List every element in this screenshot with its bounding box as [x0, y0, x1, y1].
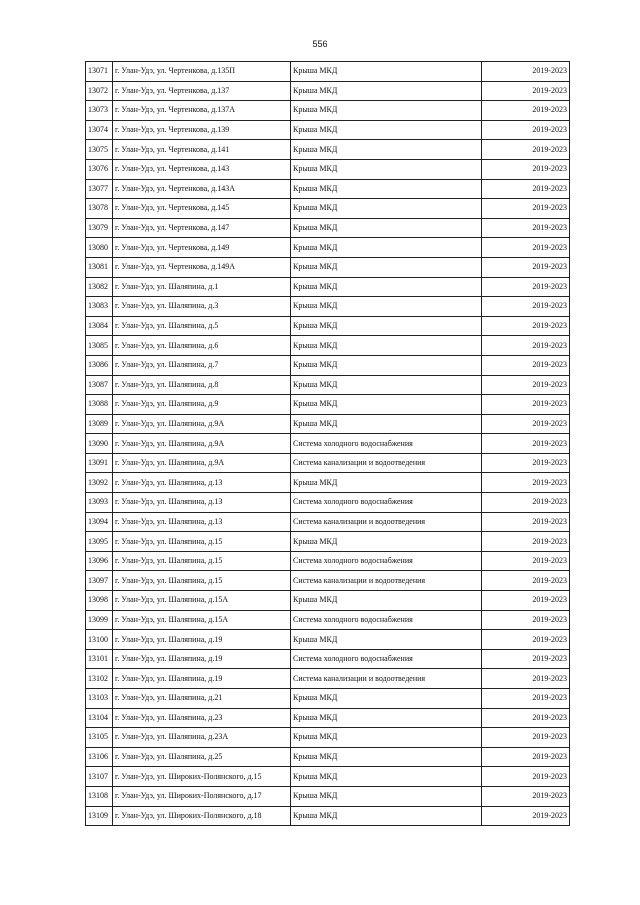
row-number-cell: 13097 — [86, 571, 113, 591]
address-cell: г. Улан-Удэ, ул. Шаляпина, д.19 — [113, 669, 291, 689]
address-cell: г. Улан-Удэ, ул. Шаляпина, д.9А — [113, 414, 291, 434]
address-cell: г. Улан-Удэ, ул. Широких-Полянского, д.17 — [113, 786, 291, 806]
row-number-cell: 13098 — [86, 591, 113, 611]
work-type-cell: Система холодного водоснабжения — [291, 649, 482, 669]
period-cell: 2019-2023 — [482, 62, 570, 82]
work-type-cell: Крыша МКД — [291, 630, 482, 650]
address-cell: г. Улан-Удэ, ул. Шаляпина, д.13 — [113, 473, 291, 493]
address-cell: г. Улан-Удэ, ул. Чертенкова, д.149 — [113, 238, 291, 258]
row-number-cell: 13087 — [86, 375, 113, 395]
table-row — [86, 277, 570, 297]
row-number-cell: 13093 — [86, 493, 113, 513]
period-cell: 2019-2023 — [482, 199, 570, 219]
table-row — [86, 218, 570, 238]
work-type-cell: Крыша МКД — [291, 218, 482, 238]
period-cell: 2019-2023 — [482, 414, 570, 434]
work-type-cell: Крыша МКД — [291, 395, 482, 415]
address-cell: г. Улан-Удэ, ул. Шаляпина, д.23 — [113, 708, 291, 728]
table-row — [86, 689, 570, 709]
page-number: 556 — [312, 39, 328, 49]
table-row — [86, 316, 570, 336]
table-row — [86, 473, 570, 493]
work-type-cell: Крыша МКД — [291, 414, 482, 434]
work-type-cell: Крыша МКД — [291, 767, 482, 787]
period-cell: 2019-2023 — [482, 434, 570, 454]
work-type-cell: Крыша МКД — [291, 689, 482, 709]
row-number-cell: 13075 — [86, 140, 113, 160]
work-type-cell: Крыша МКД — [291, 336, 482, 356]
table-row — [86, 493, 570, 513]
table-row — [86, 238, 570, 258]
work-type-cell: Система холодного водоснабжения — [291, 493, 482, 513]
work-type-cell: Крыша МКД — [291, 532, 482, 552]
table-row — [86, 257, 570, 277]
table-row — [86, 649, 570, 669]
table-row — [86, 375, 570, 395]
period-cell: 2019-2023 — [482, 512, 570, 532]
row-number-cell: 13074 — [86, 120, 113, 140]
row-number-cell: 13080 — [86, 238, 113, 258]
address-cell: г. Улан-Удэ, ул. Чертенкова, д.137 — [113, 81, 291, 101]
address-cell: г. Улан-Удэ, ул. Шаляпина, д.15А — [113, 610, 291, 630]
address-cell: г. Улан-Удэ, ул. Чертенкова, д.135П — [113, 62, 291, 82]
row-number-cell: 13095 — [86, 532, 113, 552]
work-type-cell: Крыша МКД — [291, 473, 482, 493]
work-type-cell: Система канализации и водоотведения — [291, 571, 482, 591]
period-cell: 2019-2023 — [482, 591, 570, 611]
period-cell: 2019-2023 — [482, 179, 570, 199]
row-number-cell: 13107 — [86, 767, 113, 787]
period-cell: 2019-2023 — [482, 551, 570, 571]
period-cell: 2019-2023 — [482, 81, 570, 101]
row-number-cell: 13103 — [86, 689, 113, 709]
work-type-cell: Крыша МКД — [291, 277, 482, 297]
row-number-cell: 13094 — [86, 512, 113, 532]
period-cell: 2019-2023 — [482, 630, 570, 650]
work-type-cell: Крыша МКД — [291, 159, 482, 179]
address-cell: г. Улан-Удэ, ул. Шаляпина, д.19 — [113, 649, 291, 669]
work-type-cell: Крыша МКД — [291, 179, 482, 199]
table-row — [86, 414, 570, 434]
work-type-cell: Крыша МКД — [291, 708, 482, 728]
work-type-cell: Система холодного водоснабжения — [291, 610, 482, 630]
table-row — [86, 140, 570, 160]
address-cell: г. Улан-Удэ, ул. Чертенкова, д.143 — [113, 159, 291, 179]
table-row — [86, 453, 570, 473]
row-number-cell: 13096 — [86, 551, 113, 571]
period-cell: 2019-2023 — [482, 395, 570, 415]
row-number-cell: 13079 — [86, 218, 113, 238]
table-row — [86, 81, 570, 101]
work-type-cell: Крыша МКД — [291, 199, 482, 219]
row-number-cell: 13077 — [86, 179, 113, 199]
work-type-cell: Крыша МКД — [291, 297, 482, 317]
work-type-cell: Крыша МКД — [291, 62, 482, 82]
period-cell: 2019-2023 — [482, 355, 570, 375]
work-type-cell: Система канализации и водоотведения — [291, 453, 482, 473]
period-cell: 2019-2023 — [482, 493, 570, 513]
address-cell: г. Улан-Удэ, ул. Шаляпина, д.15 — [113, 551, 291, 571]
work-type-cell: Крыша МКД — [291, 316, 482, 336]
address-cell: г. Улан-Удэ, ул. Широких-Полянского, д.18 — [113, 806, 291, 826]
address-cell: г. Улан-Удэ, ул. Чертенкова, д.139 — [113, 120, 291, 140]
table-row — [86, 297, 570, 317]
row-number-cell: 13084 — [86, 316, 113, 336]
work-type-cell: Крыша МКД — [291, 375, 482, 395]
table-row — [86, 159, 570, 179]
work-type-cell: Система холодного водоснабжения — [291, 434, 482, 454]
table-row — [86, 767, 570, 787]
address-cell: г. Улан-Удэ, ул. Шаляпина, д.15А — [113, 591, 291, 611]
row-number-cell: 13100 — [86, 630, 113, 650]
work-type-cell: Крыша МКД — [291, 81, 482, 101]
table-row — [86, 434, 570, 454]
row-number-cell: 13083 — [86, 297, 113, 317]
address-cell: г. Улан-Удэ, ул. Шаляпина, д.6 — [113, 336, 291, 356]
address-cell: г. Улан-Удэ, ул. Шаляпина, д.8 — [113, 375, 291, 395]
period-cell: 2019-2023 — [482, 532, 570, 552]
address-cell: г. Улан-Удэ, ул. Шаляпина, д.21 — [113, 689, 291, 709]
row-number-cell: 13085 — [86, 336, 113, 356]
period-cell: 2019-2023 — [482, 218, 570, 238]
period-cell: 2019-2023 — [482, 767, 570, 787]
period-cell: 2019-2023 — [482, 453, 570, 473]
address-cell: г. Улан-Удэ, ул. Широких-Полянского, д.15 — [113, 767, 291, 787]
period-cell: 2019-2023 — [482, 238, 570, 258]
table-row — [86, 610, 570, 630]
work-type-cell: Крыша МКД — [291, 257, 482, 277]
row-number-cell: 13102 — [86, 669, 113, 689]
work-type-cell: Крыша МКД — [291, 120, 482, 140]
table-row — [86, 101, 570, 121]
period-cell: 2019-2023 — [482, 708, 570, 728]
address-cell: г. Улан-Удэ, ул. Чертенкова, д.143А — [113, 179, 291, 199]
table-row — [86, 747, 570, 767]
period-cell: 2019-2023 — [482, 786, 570, 806]
work-type-cell: Система канализации и водоотведения — [291, 669, 482, 689]
row-number-cell: 13092 — [86, 473, 113, 493]
table-row — [86, 179, 570, 199]
row-number-cell: 13082 — [86, 277, 113, 297]
address-cell: г. Улан-Удэ, ул. Чертенкова, д.149А — [113, 257, 291, 277]
address-cell: г. Улан-Удэ, ул. Шаляпина, д.15 — [113, 532, 291, 552]
table-row — [86, 512, 570, 532]
period-cell: 2019-2023 — [482, 159, 570, 179]
address-cell: г. Улан-Удэ, ул. Чертенкова, д.141 — [113, 140, 291, 160]
row-number-cell: 13071 — [86, 62, 113, 82]
row-number-cell: 13072 — [86, 81, 113, 101]
row-number-cell: 13099 — [86, 610, 113, 630]
period-cell: 2019-2023 — [482, 610, 570, 630]
address-cell: г. Улан-Удэ, ул. Шаляпина, д.7 — [113, 355, 291, 375]
row-number-cell: 13076 — [86, 159, 113, 179]
period-cell: 2019-2023 — [482, 649, 570, 669]
period-cell: 2019-2023 — [482, 316, 570, 336]
registry-table — [85, 61, 570, 826]
table-row — [86, 708, 570, 728]
period-cell: 2019-2023 — [482, 277, 570, 297]
address-cell: г. Улан-Удэ, ул. Шаляпина, д.15 — [113, 571, 291, 591]
row-number-cell: 13109 — [86, 806, 113, 826]
work-type-cell: Крыша МКД — [291, 140, 482, 160]
work-type-cell: Крыша МКД — [291, 786, 482, 806]
table-row — [86, 395, 570, 415]
work-type-cell: Крыша МКД — [291, 591, 482, 611]
work-type-cell: Крыша МКД — [291, 355, 482, 375]
row-number-cell: 13078 — [86, 199, 113, 219]
address-cell: г. Улан-Удэ, ул. Шаляпина, д.25 — [113, 747, 291, 767]
table-row — [86, 532, 570, 552]
period-cell: 2019-2023 — [482, 375, 570, 395]
work-type-cell: Система холодного водоснабжения — [291, 551, 482, 571]
row-number-cell: 13086 — [86, 355, 113, 375]
row-number-cell: 13101 — [86, 649, 113, 669]
work-type-cell: Крыша МКД — [291, 238, 482, 258]
period-cell: 2019-2023 — [482, 806, 570, 826]
period-cell: 2019-2023 — [482, 747, 570, 767]
row-number-cell: 13089 — [86, 414, 113, 434]
period-cell: 2019-2023 — [482, 571, 570, 591]
row-number-cell: 13105 — [86, 728, 113, 748]
row-number-cell: 13073 — [86, 101, 113, 121]
address-cell: г. Улан-Удэ, ул. Шаляпина, д.13 — [113, 512, 291, 532]
period-cell: 2019-2023 — [482, 120, 570, 140]
row-number-cell: 13088 — [86, 395, 113, 415]
row-number-cell: 13091 — [86, 453, 113, 473]
address-cell: г. Улан-Удэ, ул. Шаляпина, д.23А — [113, 728, 291, 748]
address-cell: г. Улан-Удэ, ул. Шаляпина, д.3 — [113, 297, 291, 317]
period-cell: 2019-2023 — [482, 728, 570, 748]
table-row — [86, 336, 570, 356]
table-row — [86, 120, 570, 140]
table-row — [86, 591, 570, 611]
period-cell: 2019-2023 — [482, 101, 570, 121]
address-cell: г. Улан-Удэ, ул. Чертенкова, д.145 — [113, 199, 291, 219]
address-cell: г. Улан-Удэ, ул. Шаляпина, д.9А — [113, 434, 291, 454]
address-cell: г. Улан-Удэ, ул. Шаляпина, д.19 — [113, 630, 291, 650]
table-row — [86, 571, 570, 591]
period-cell: 2019-2023 — [482, 669, 570, 689]
table-row — [86, 630, 570, 650]
table-row — [86, 355, 570, 375]
address-cell: г. Улан-Удэ, ул. Шаляпина, д.1 — [113, 277, 291, 297]
table-row — [86, 199, 570, 219]
table-row — [86, 551, 570, 571]
work-type-cell: Крыша МКД — [291, 747, 482, 767]
table-row — [86, 786, 570, 806]
address-cell: г. Улан-Удэ, ул. Шаляпина, д.9 — [113, 395, 291, 415]
table-row — [86, 669, 570, 689]
period-cell: 2019-2023 — [482, 140, 570, 160]
address-cell: г. Улан-Удэ, ул. Шаляпина, д.5 — [113, 316, 291, 336]
row-number-cell: 13104 — [86, 708, 113, 728]
table-row — [86, 728, 570, 748]
work-type-cell: Крыша МКД — [291, 806, 482, 826]
work-type-cell: Крыша МКД — [291, 101, 482, 121]
work-type-cell: Система канализации и водоотведения — [291, 512, 482, 532]
period-cell: 2019-2023 — [482, 257, 570, 277]
work-type-cell: Крыша МКД — [291, 728, 482, 748]
address-cell: г. Улан-Удэ, ул. Шаляпина, д.13 — [113, 493, 291, 513]
table-row — [86, 806, 570, 826]
table-row — [86, 62, 570, 82]
period-cell: 2019-2023 — [482, 297, 570, 317]
period-cell: 2019-2023 — [482, 336, 570, 356]
row-number-cell: 13106 — [86, 747, 113, 767]
row-number-cell: 13090 — [86, 434, 113, 454]
address-cell: г. Улан-Удэ, ул. Шаляпина, д.9А — [113, 453, 291, 473]
address-cell: г. Улан-Удэ, ул. Чертенкова, д.137А — [113, 101, 291, 121]
period-cell: 2019-2023 — [482, 689, 570, 709]
row-number-cell: 13081 — [86, 257, 113, 277]
address-cell: г. Улан-Удэ, ул. Чертенкова, д.147 — [113, 218, 291, 238]
row-number-cell: 13108 — [86, 786, 113, 806]
period-cell: 2019-2023 — [482, 473, 570, 493]
registry-table-body — [86, 62, 570, 826]
